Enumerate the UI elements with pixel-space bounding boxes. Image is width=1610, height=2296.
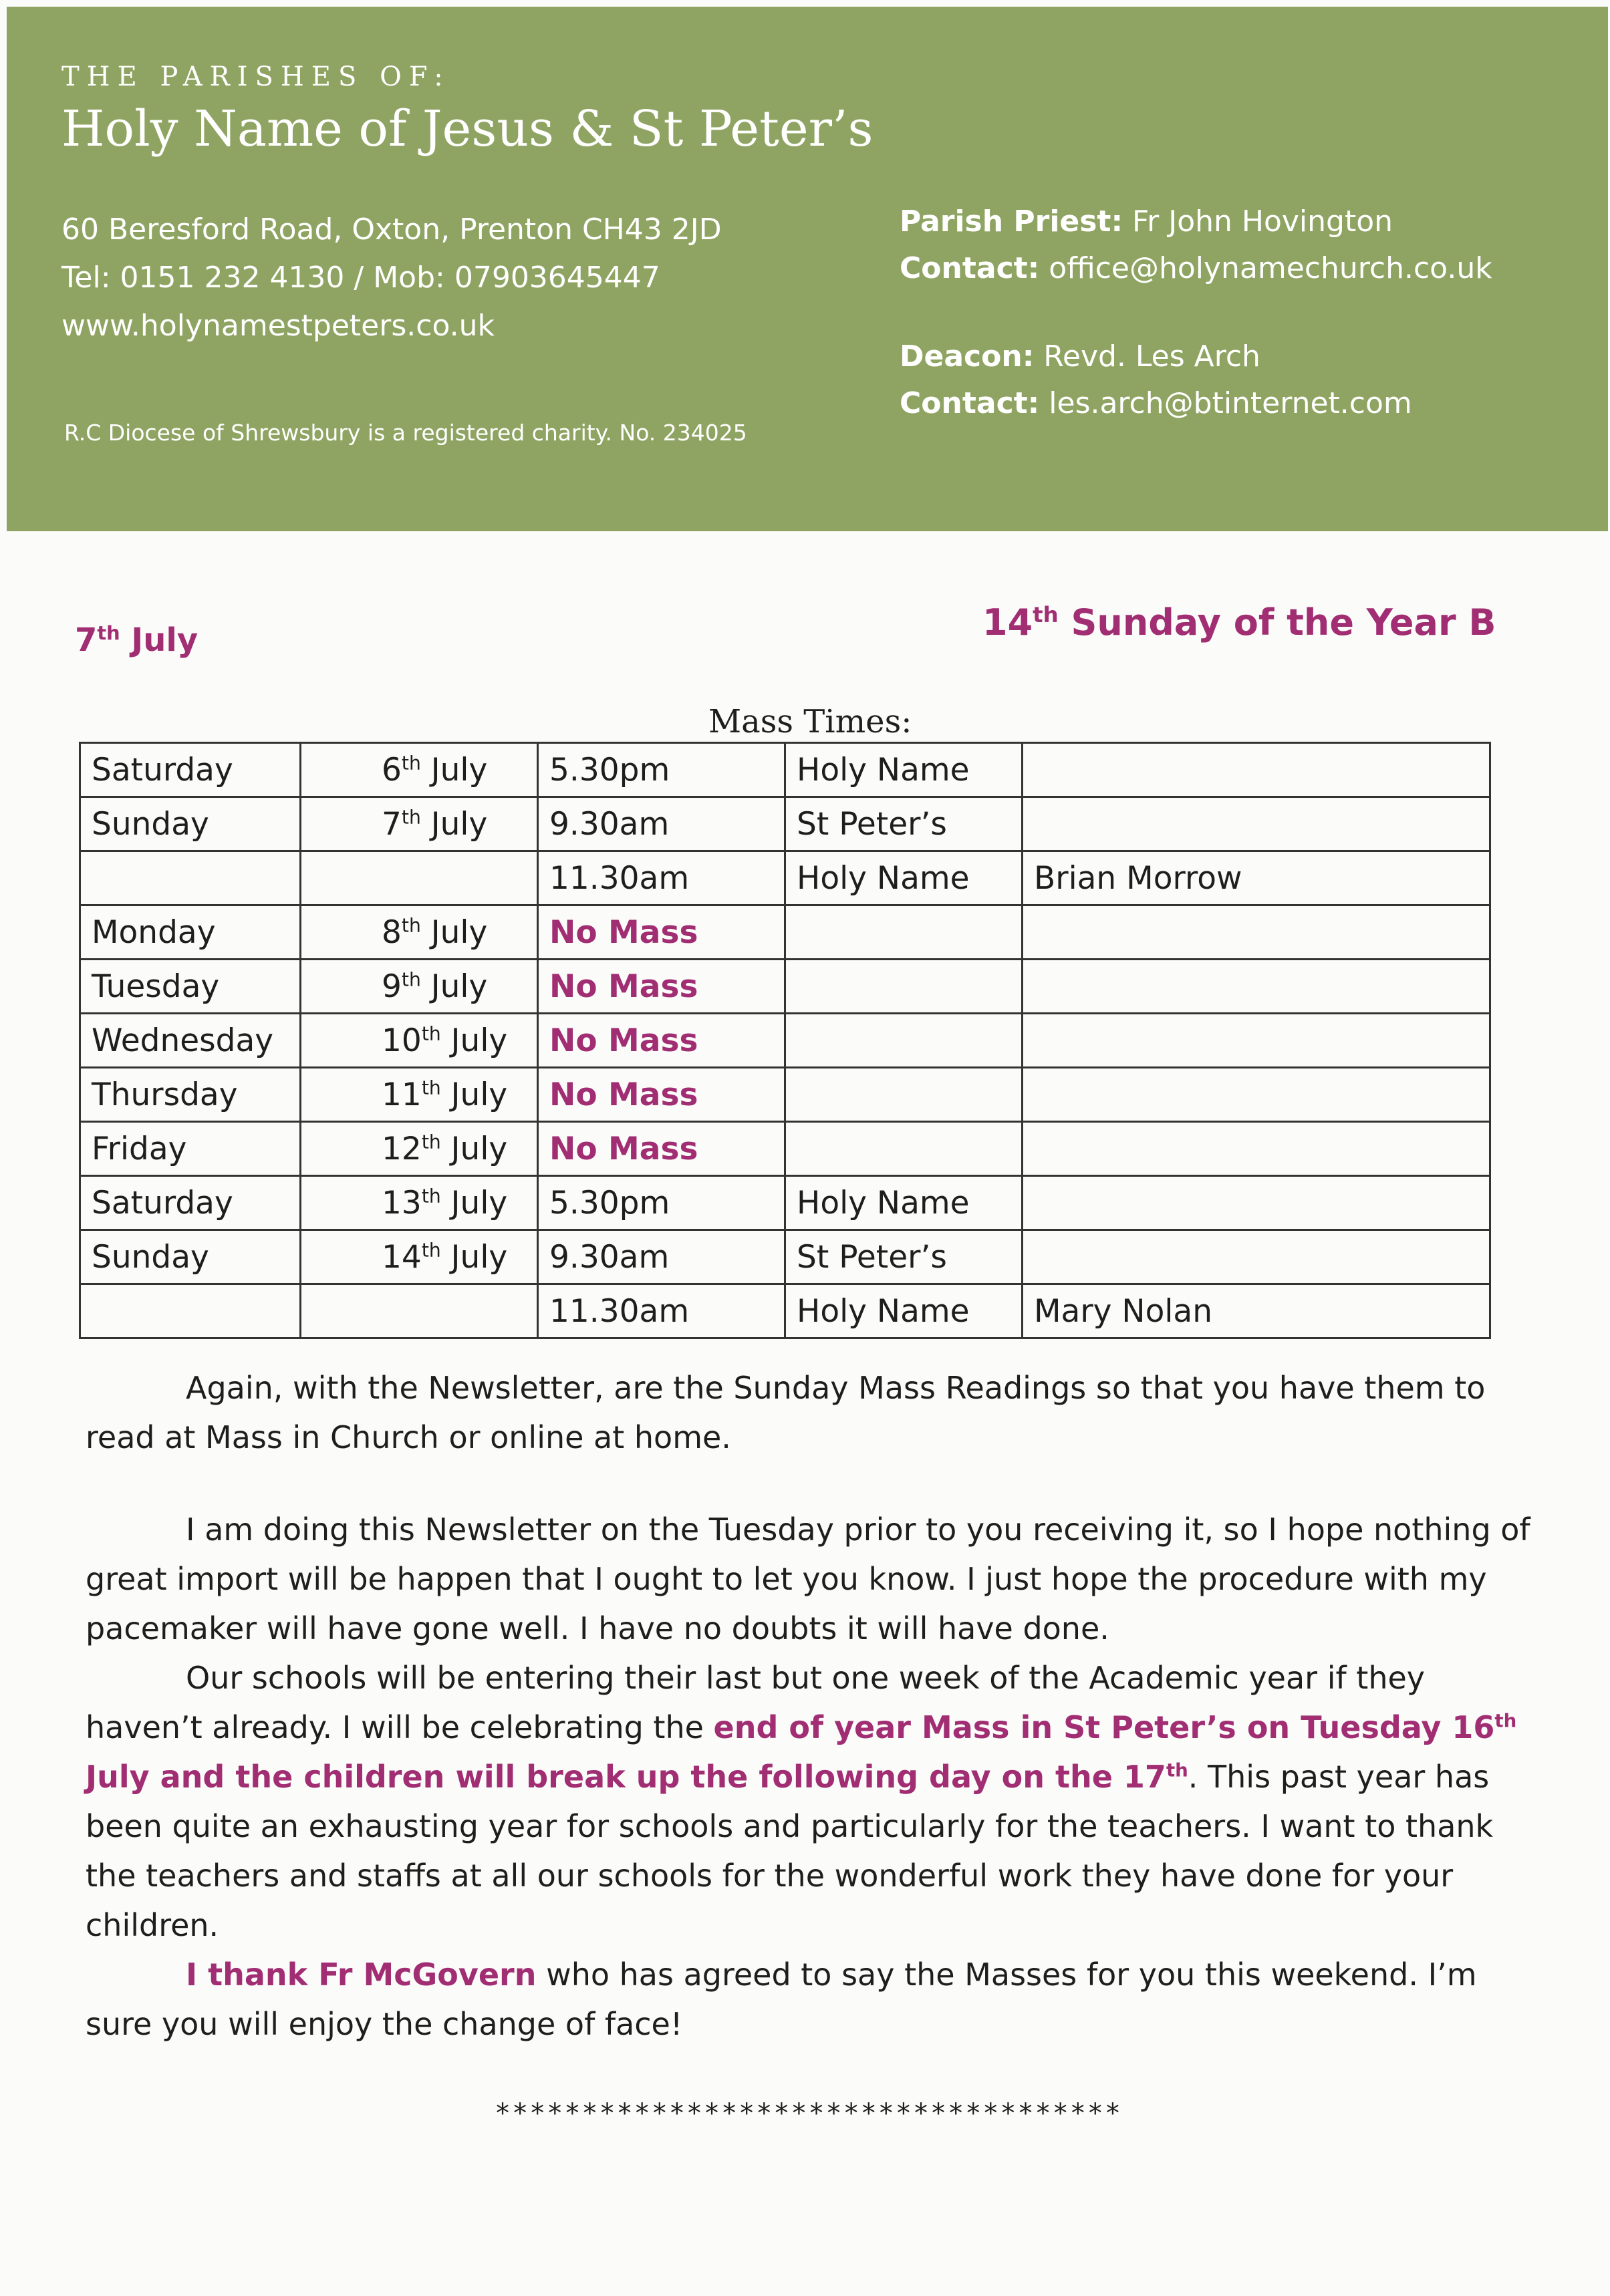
mass-intention — [1023, 797, 1490, 851]
deacon-name: Revd. Les Arch — [1034, 339, 1260, 374]
mass-date — [301, 851, 538, 905]
mass-intention — [1023, 1176, 1490, 1230]
mass-row — [80, 797, 1490, 851]
mass-day: Thursday — [80, 1068, 301, 1122]
mass-times-table — [79, 742, 1491, 1339]
mass-time: 11.30am — [538, 851, 785, 905]
mass-intention — [1023, 1014, 1490, 1068]
mass-row — [80, 1176, 1490, 1230]
mass-day: Wednesday — [80, 1014, 301, 1068]
mass-date: 12th July — [301, 1122, 538, 1176]
mass-row — [80, 743, 1490, 797]
mass-time: 5.30pm — [538, 1176, 785, 1230]
priest-contact — [900, 251, 1492, 285]
mass-day: Sunday — [80, 1230, 301, 1284]
mass-church — [785, 905, 1023, 960]
school-mass-highlight: end of year Mass in St Peter’s on Tuesday 16th July and the children will break up the following day on the 17th — [86, 1709, 1517, 1795]
mass-time: 11.30am — [538, 1284, 785, 1338]
mass-church — [785, 960, 1023, 1014]
mass-day: Saturday — [80, 743, 301, 797]
mass-intention — [1023, 1068, 1490, 1122]
mass-intention — [1023, 1230, 1490, 1284]
mass-intention — [1023, 1122, 1490, 1176]
thanks-highlight: I thank Fr McGovern — [186, 1957, 537, 1993]
mass-date: 7th July — [301, 797, 538, 851]
mass-time: No Mass — [538, 1122, 785, 1176]
mass-row — [80, 1284, 1490, 1338]
mass-day: Saturday — [80, 1176, 301, 1230]
mass-time: 9.30am — [538, 1230, 785, 1284]
paragraph-schools: Our schools will be entering their last but one week of the Academic year if they haven’t already. I will be celebrating the end of year Mass in St Peter’s on Tuesday 16th July and the children will break up the following day on the 17th. This past year has been quite an exhausting year for schools and particularly for the teachers. I want to thank the teachers and staffs at all our schools for the wonderful work they have done for your children. — [86, 1660, 1517, 1943]
newsletter-date: 7th July — [75, 621, 198, 659]
deacon-contact-email: les.arch@btinternet.com — [1039, 386, 1412, 420]
mass-day: Tuesday — [80, 960, 301, 1014]
mass-row — [80, 1122, 1490, 1176]
mass-intention — [1023, 905, 1490, 960]
mass-intention: Brian Morrow — [1023, 851, 1490, 905]
mass-church: St Peter’s — [785, 797, 1023, 851]
mass-time: No Mass — [538, 1068, 785, 1122]
paragraph-pacemaker: I am doing this Newsletter on the Tuesday prior to you receiving it, so I hope nothing of great import will be happen that I ought to let you know. I just hope the procedure with my pacemaker will have gone well. I have no doubts it will have done. — [86, 1512, 1530, 1646]
mass-church — [785, 1014, 1023, 1068]
mass-date — [301, 1284, 538, 1338]
parish-header — [7, 7, 1608, 531]
mass-church: Holy Name — [785, 743, 1023, 797]
mass-row — [80, 905, 1490, 960]
paragraph-thanks: I thank Fr McGovern who has agreed to say the Masses for you this weekend. I’m sure you will enjoy the change of face! — [86, 1957, 1477, 2042]
mass-date: 9th July — [301, 960, 538, 1014]
mass-date: 11th July — [301, 1068, 538, 1122]
mass-time: 5.30pm — [538, 743, 785, 797]
parish-telephone: Tel: 0151 232 4130 / Mob: 07903645447 — [61, 261, 660, 295]
mass-row — [80, 851, 1490, 905]
mass-date: 10th July — [301, 1014, 538, 1068]
parish-website: www.holynamestpeters.co.uk — [61, 309, 495, 343]
mass-day: Sunday — [80, 797, 301, 851]
charity-notice: R.C Diocese of Shrewsbury is a registered charity. No. 234025 — [64, 420, 747, 446]
priest-name: Fr John Hovington — [1123, 204, 1393, 239]
section-divider: ************************************ — [495, 2098, 1122, 2129]
mass-time: No Mass — [538, 960, 785, 1014]
mass-date: 13th July — [301, 1176, 538, 1230]
newsletter-body — [86, 1363, 1542, 2049]
deacon-label: Deacon: — [900, 339, 1035, 374]
mass-day: Friday — [80, 1122, 301, 1176]
priest-contact-label: Contact: — [900, 251, 1040, 285]
parish-address: 60 Beresford Road, Oxton, Prenton CH43 2JD — [61, 212, 722, 247]
mass-row — [80, 960, 1490, 1014]
mass-day — [80, 1284, 301, 1338]
deacon-contact-label: Contact: — [900, 386, 1040, 420]
mass-times-heading: Mass Times: — [708, 703, 912, 740]
mass-row — [80, 1014, 1490, 1068]
mass-intention — [1023, 960, 1490, 1014]
mass-row — [80, 1068, 1490, 1122]
header-eyebrow: THE PARISHES OF: — [61, 61, 450, 92]
mass-day: Monday — [80, 905, 301, 960]
mass-date: 8th July — [301, 905, 538, 960]
mass-time: No Mass — [538, 1014, 785, 1068]
mass-row — [80, 1230, 1490, 1284]
mass-church: Holy Name — [785, 1284, 1023, 1338]
liturgical-sunday-title: 14th Sunday of the Year B — [982, 601, 1496, 643]
parish-title: Holy Name of Jesus & St Peter’s — [61, 100, 874, 158]
mass-church — [785, 1122, 1023, 1176]
priest-contact-email: office@holynamechurch.co.uk — [1039, 251, 1492, 285]
mass-intention: Mary Nolan — [1023, 1284, 1490, 1338]
mass-date: 6th July — [301, 743, 538, 797]
mass-time: 9.30am — [538, 797, 785, 851]
mass-day — [80, 851, 301, 905]
mass-church — [785, 1068, 1023, 1122]
paragraph-readings: Again, with the Newsletter, are the Sunday Mass Readings so that you have them to read at Mass in Church or online at home. — [86, 1370, 1486, 1455]
parish-priest — [900, 204, 1393, 239]
mass-time: No Mass — [538, 905, 785, 960]
mass-church: Holy Name — [785, 1176, 1023, 1230]
deacon-contact — [900, 386, 1412, 420]
mass-intention — [1023, 743, 1490, 797]
mass-date: 14th July — [301, 1230, 538, 1284]
mass-church: Holy Name — [785, 851, 1023, 905]
deacon — [900, 339, 1260, 374]
priest-label: Parish Priest: — [900, 204, 1123, 239]
mass-church: St Peter’s — [785, 1230, 1023, 1284]
